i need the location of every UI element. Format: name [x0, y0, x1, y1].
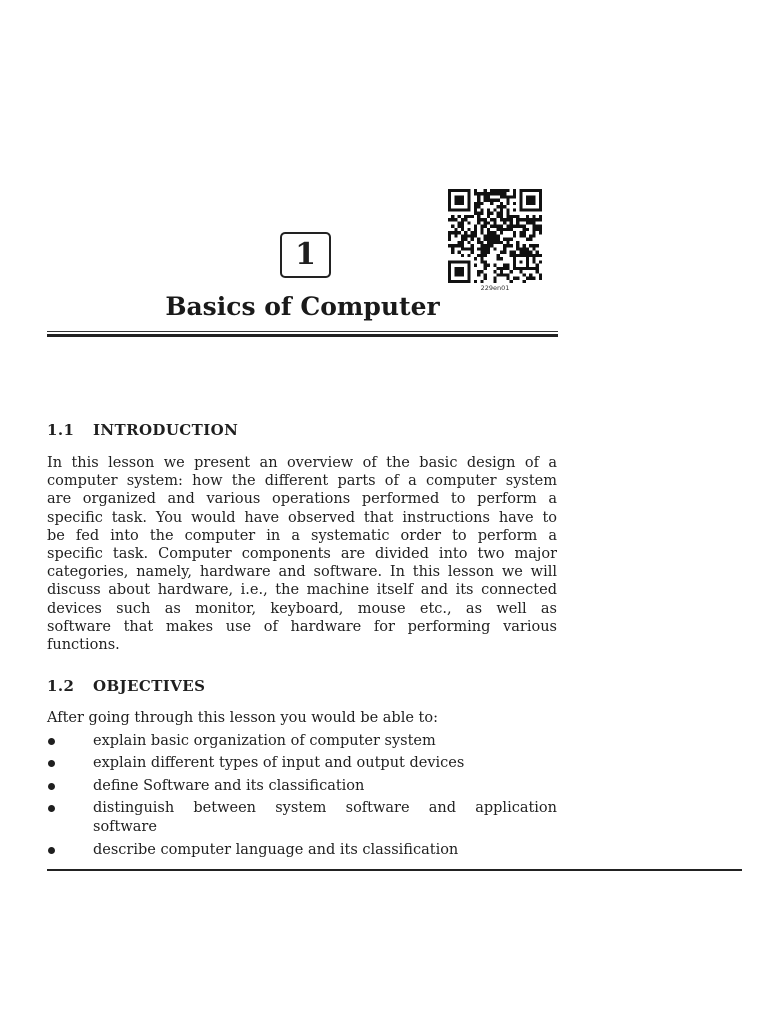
introduction-paragraph [47, 454, 557, 654]
title-rule-thick [47, 334, 558, 337]
objective-line: software [93, 819, 157, 835]
objective-text [93, 754, 557, 772]
qr-code-caption: 229en01 [480, 284, 510, 292]
paragraph-line: functions. [47, 636, 120, 653]
section-heading-objectives [47, 676, 558, 696]
bullet-icon [48, 783, 55, 790]
paragraph-line: In this lesson we present an overview of the basic design of a [47, 455, 557, 471]
objective-text [93, 777, 557, 795]
paragraph-line: are organized and various operations performed to perform a [47, 491, 557, 508]
chapter-number: 1 [295, 237, 316, 272]
section-number: 1.2 [47, 677, 75, 695]
page-bottom-rule [47, 869, 742, 871]
chapter-title: Basics of Computer [165, 292, 440, 321]
paragraph-line: devices such as monitor, keyboard, mouse etc., as well as [47, 600, 557, 617]
objective-line: describe computer language and its classification [93, 842, 459, 858]
objective-text [93, 732, 557, 750]
objectives-lead-text: After going through this lesson you would be able to: [47, 710, 438, 726]
paragraph-line: specific task. You would have observed that instructions have to [47, 509, 557, 526]
paragraph-line: discuss about hardware, i.e., the machine itself and its connected [47, 582, 557, 599]
section-title: OBJECTIVES [93, 677, 206, 695]
paragraph-line: specific task. Computer components are divided into two major [47, 545, 557, 562]
objective-line: explain basic organization of computer system [93, 733, 436, 749]
qr-code-image [448, 189, 542, 283]
section-number: 1.1 [47, 421, 75, 439]
paragraph-line: software that makes use of hardware for performing various [47, 618, 557, 635]
bullet-icon [48, 847, 55, 854]
section-heading-introduction [47, 420, 558, 440]
bullet-icon [48, 805, 55, 812]
paragraph-line: computer system: how the different parts of a computer system [47, 473, 557, 490]
objective-line: define Software and its classification [93, 778, 365, 794]
section-title: INTRODUCTION [93, 421, 239, 439]
chapter-number-box [280, 232, 331, 278]
objective-text [93, 841, 557, 859]
paragraph-line: be fed into the computer in a systematic order to perform a [47, 527, 557, 544]
objective-line: explain different types of input and output devices [93, 755, 465, 771]
bullet-icon [48, 760, 55, 767]
paragraph-line: categories, namely, hardware and software. In this lesson we will [47, 564, 557, 581]
bullet-icon [48, 738, 55, 745]
objective-text [93, 799, 557, 836]
qr-code-block [448, 189, 542, 292]
objective-line: distinguish between system software and application [93, 800, 557, 816]
title-rule-thin [47, 331, 558, 332]
